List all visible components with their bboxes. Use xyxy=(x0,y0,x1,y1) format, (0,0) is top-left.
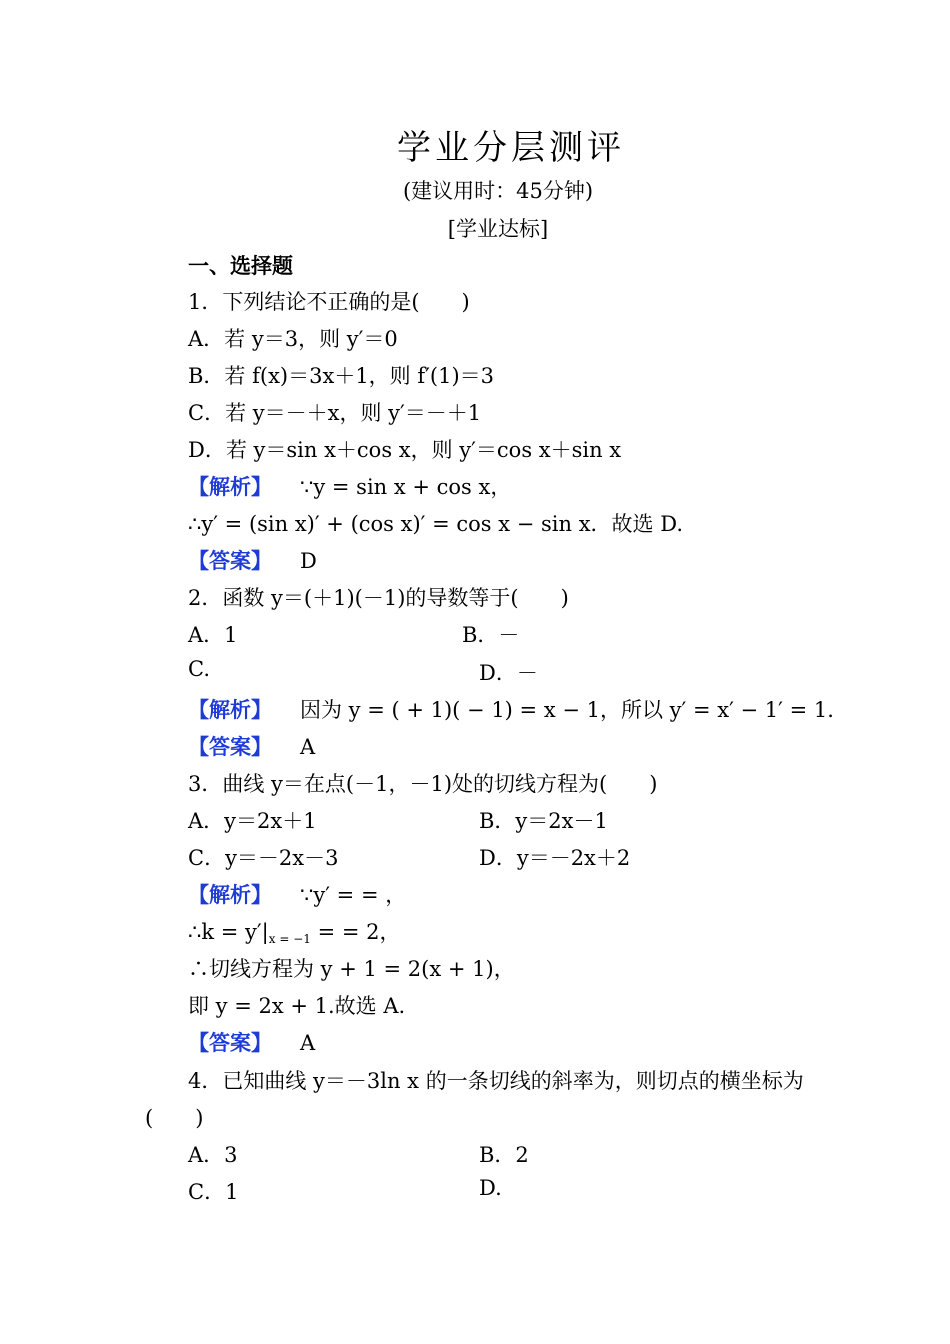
section-label: [学业达标] xyxy=(447,217,549,241)
q2-analysis-row xyxy=(188,694,834,724)
q2-analysis: 因为 y = ( + 1)( − 1) = x − 1，所以 y′ = x′ − 1′ = 1. xyxy=(300,698,834,722)
q3-answer-row xyxy=(188,1027,315,1057)
q3-slope-subscript: x = −1 xyxy=(268,932,311,946)
q2-option-d: D．－ xyxy=(479,661,538,685)
answer-label: 【答案】 xyxy=(188,548,272,573)
q1-answer: D xyxy=(300,549,317,573)
q1-option-a: A．若 y＝3，则 y′＝0 xyxy=(188,327,398,351)
q2-option-c: C. xyxy=(188,657,210,681)
q3-option-a: A．y＝2x＋1 xyxy=(188,809,317,833)
q4-option-c: C．1 xyxy=(188,1180,239,1204)
q1-analysis-line1: ∵y = sin x + cos x， xyxy=(300,475,512,499)
q4-option-a: A．3 xyxy=(188,1143,238,1167)
answer-label: 【答案】 xyxy=(188,734,272,759)
q3-analysis-row xyxy=(188,879,406,909)
q3-stem: 3．曲线 y＝在点(－1，－1)处的切线方程为( ) xyxy=(188,772,658,796)
analysis-label: 【解析】 xyxy=(188,474,272,499)
q1-option-b: B．若 f(x)＝3x＋1，则 f′(1)＝3 xyxy=(188,364,494,388)
q3-analysis-line2 xyxy=(188,916,400,946)
q3-option-c: C．y＝－2x－3 xyxy=(188,846,339,870)
q3-slope-value: = = 2， xyxy=(310,920,401,944)
q4-option-b: B．2 xyxy=(479,1143,529,1167)
q1-answer-row xyxy=(188,545,317,575)
q1-stem: 1．下列结论不正确的是( ) xyxy=(188,290,470,314)
q1-option-d: D．若 y＝sin x＋cos x，则 y′＝cos x＋sin x xyxy=(188,438,622,462)
q3-option-b: B．y＝2x－1 xyxy=(479,809,608,833)
q2-option-a: A．1 xyxy=(188,623,238,647)
q3-answer: A xyxy=(300,1031,316,1055)
q2-option-b: B．－ xyxy=(462,623,520,647)
q4-option-d: D. xyxy=(479,1176,502,1200)
q3-analysis-line4: 即 y = 2x + 1.故选 A. xyxy=(188,994,406,1018)
time-hint: (建议用时：45分钟) xyxy=(402,179,594,203)
q1-option-c: C．若 y＝－＋x，则 y′＝－＋1 xyxy=(188,401,482,425)
q3-analysis-line3: ∴切线方程为 y + 1 = 2(x + 1)， xyxy=(188,957,515,981)
analysis-label: 【解析】 xyxy=(188,697,272,722)
q3-option-d: D．y＝－2x＋2 xyxy=(479,846,631,870)
q4-stem: 4．已知曲线 y＝－3ln x 的一条切线的斜率为，则切点的横坐标为 xyxy=(188,1069,804,1093)
analysis-label: 【解析】 xyxy=(188,882,272,907)
q2-stem: 2．函数 y＝(＋1)(－1)的导数等于( ) xyxy=(188,586,569,610)
answer-label: 【答案】 xyxy=(188,1030,272,1055)
q3-analysis-line1: ∵y′ = = ， xyxy=(300,883,407,907)
q1-analysis-row xyxy=(188,471,511,501)
page-title: 学业分层测评 xyxy=(397,128,625,168)
part-heading: 一、选择题 xyxy=(188,253,293,278)
q2-answer-row xyxy=(188,731,315,761)
q4-stem-continued: ( ) xyxy=(145,1106,204,1130)
q3-slope-expr: ∴k = y′| xyxy=(188,920,269,944)
q2-answer: A xyxy=(300,735,316,759)
q1-analysis-line2: ∴y′ = (sin x)′ + (cos x)′ = cos x − sin x．故选 D. xyxy=(188,512,683,536)
